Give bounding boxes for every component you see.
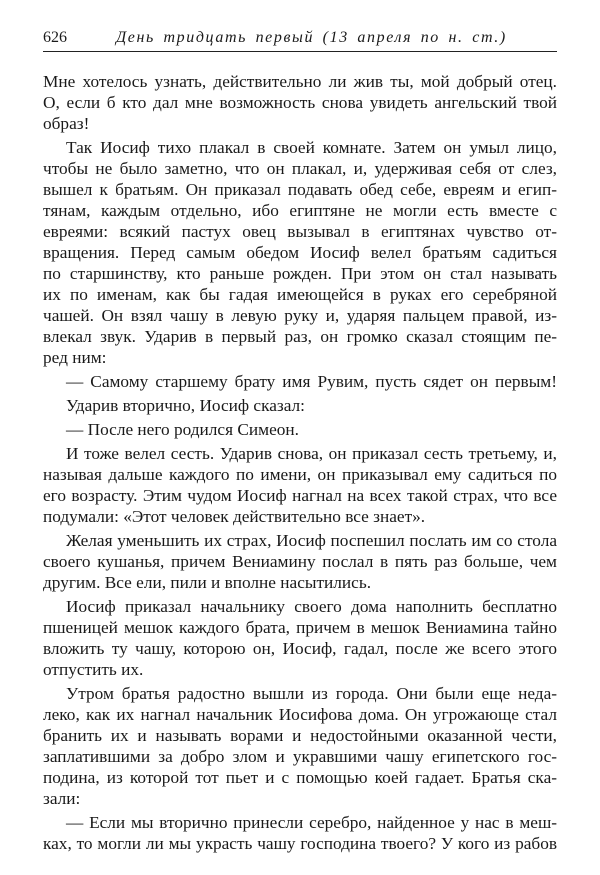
text-line: И тоже велел сесть. Ударив снова, он приказал сесть третьему, и,	[66, 444, 557, 463]
text-line: образ!	[43, 114, 90, 133]
text-line: пшеницей мешок каждого брата, причем в мешок Вениамина тайно	[43, 618, 557, 637]
text-line: подумали: «Этот человек действительно все знает».	[43, 507, 426, 526]
text-line: Мне хотелось узнать, действительно ли жив ты, мой добрый отец.	[43, 72, 557, 91]
text-line: леко, как их нагнал начальник Иосифова дома. Он угрожающе стал	[43, 705, 557, 724]
paragraph	[43, 137, 557, 368]
text-line: влекал звук. Ударив в первый раз, он громко сказал стоящим пе-	[43, 327, 557, 346]
text-line: заплатившими за добро злом и укравшими чашу египетского гос-	[43, 747, 557, 766]
text-line: Ударив вторично, Иосиф сказал:	[66, 396, 305, 415]
paragraph	[43, 596, 557, 680]
text-line: чтобы не было заметно, что он плакал, и, удерживая себя от слез,	[43, 159, 557, 178]
paragraph	[43, 395, 557, 416]
text-line: ред ним:	[43, 348, 107, 367]
page-body-text	[43, 71, 557, 854]
text-line: называя дальше каждого по имени, он приказывал ему садиться по	[43, 465, 557, 484]
text-line: тянам, каждым отдельно, ибо египтяне не могли есть вместе с	[43, 201, 557, 220]
text-line: ках, то могли ли мы украсть чашу господина твоего? У кого из рабов	[43, 834, 557, 853]
text-line: О, если б кто дал мне возможность снова увидеть ангельский твой	[43, 93, 557, 112]
text-line: — Если мы вторично принесли серебро, найденное у нас в меш-	[66, 813, 557, 832]
paragraph	[43, 71, 557, 134]
text-line: вышел к братьям. Он приказал подавать обед себе, евреям и егип-	[43, 180, 557, 199]
text-line: Так Иосиф тихо плакал в своей комнате. Затем он умыл лицо,	[66, 138, 557, 157]
text-line: вложить ту чашу, которою он, Иосиф, гадал, после же всего этого	[43, 639, 557, 658]
text-line: вращения. Перед самым обедом Иосиф велел братьям садиться	[43, 243, 557, 262]
text-line: — Самому старшему брату имя Рувим, пусть сядет он первым!	[66, 372, 557, 391]
text-line: чашей. Он взял чашу в левую руку и, ударяя пальцем правой, из-	[43, 306, 557, 325]
paragraph	[43, 683, 557, 809]
text-line: евреями: всякий пастух овец вызывал в египтянах чувство от-	[43, 222, 557, 241]
text-line: Иосиф приказал начальнику своего дома наполнить бесплатно	[66, 597, 557, 616]
paragraph	[43, 419, 557, 440]
paragraph	[43, 371, 557, 392]
text-line: зали:	[43, 789, 81, 808]
paragraph	[43, 812, 557, 854]
running-title: День тридцать первый (13 апреля по н. ст.)	[116, 29, 507, 46]
paragraph	[43, 443, 557, 527]
text-line: Желая уменьшить их страх, Иосиф поспешил послать им со стола	[66, 531, 557, 550]
page-number: 626	[43, 29, 67, 46]
running-header	[43, 29, 557, 52]
text-line: по старшинству, кто раньше рожден. При этом он стал называть	[43, 264, 557, 283]
text-line: Утром братья радостно вышли из города. Они были еще неда-	[66, 684, 557, 703]
paragraph	[43, 530, 557, 593]
text-line: — После него родился Симеон.	[66, 420, 299, 439]
text-line: их по именам, как бы гадая имеющейся в руках его серебряной	[43, 285, 557, 304]
text-line: его возрасту. Этим чудом Иосиф нагнал на всех такой страх, что все	[43, 486, 557, 505]
text-line: своего кушанья, причем Вениамину послал в пять раз больше, чем	[43, 552, 557, 571]
text-line: другим. Все ели, пили и вполне насытились.	[43, 573, 372, 592]
text-line: отпустить их.	[43, 660, 144, 679]
text-line: подина, из которой тот пьет и с помощью коей гадает. Братья ска-	[43, 768, 557, 787]
text-line: бранить их и называть ворами и недостойными оказанной чести,	[43, 726, 557, 745]
